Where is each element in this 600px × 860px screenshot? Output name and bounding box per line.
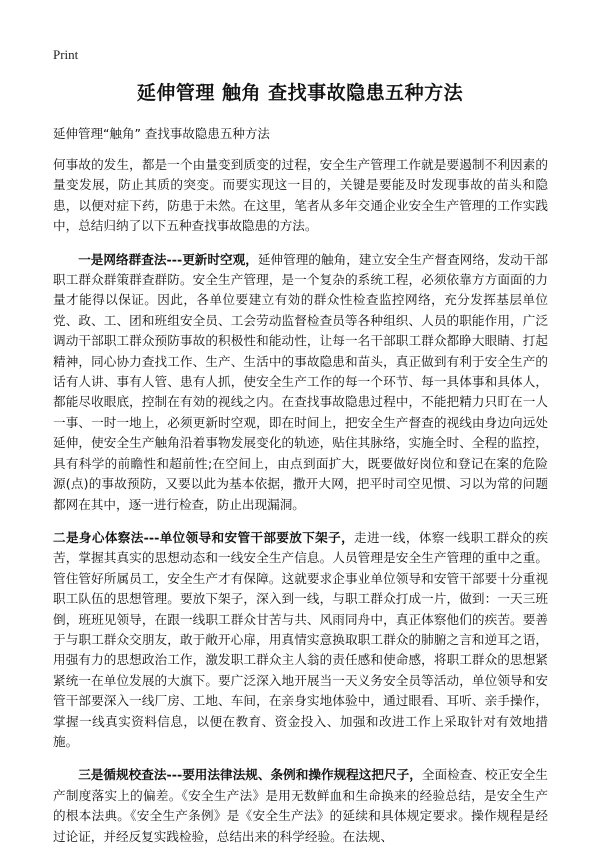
intro-text: 何事故的发生，都是一个由量变到质变的过程，安全生产管理工作就是要遏制不利因素的量变发展，防止其质的突变。而要实现这一目的，关键是要能及时发现事故的苗头和隐患，以便对症下药，防患于未然。在这里，笔者从多年交通企业安全生产管理的工作实践中，总结归纳了以下五种查找事故隐患的方法。	[53, 157, 548, 234]
article-body	[53, 155, 548, 860]
method-three-paragraph	[53, 765, 548, 847]
intro-paragraph	[53, 155, 548, 237]
method-two-paragraph	[53, 528, 548, 752]
method-one-paragraph	[53, 250, 548, 515]
page-subtitle: 延伸管理“触角” 查找事故隐患五种方法	[53, 126, 270, 141]
method-three-lead: 三是循规校查法---要用法律法规、条例和操作规程这把尺子，	[78, 767, 422, 783]
print-link[interactable]: Print	[53, 47, 79, 62]
method-two-text: 走进一线，体察一线职工群众的疾苦，掌握其真实的思想动态和一线安全生产信息。人员管理是安全生产管理的重中之重。管住管好所属员工，安全生产才有保障。这就要求企事业单位领导和安管干部要十分重视职工队伍的思想管理。要放下架子，深入到一线，与职工群众打成一片，做到：一天三班倒，班班见领导，在跟一线职工群众甘苦与共、风雨同舟中，真正体察他们的疾苦。要善于与职工群众交朋友，敢于敞开心扉，用真情实意换取职工群众的肺腑之言和逆耳之语，用强有力的思想政治工作，激发职工群众主人翁的责任感和使命感，将职工群众的思想紧紧统一在单位发展的大旗下。要广泛深入地开展当一天义务安全员等活动，单位领导和安管干部要深入一线厂房、工地、车间，在亲身实地体验中，通过眼看、耳听、亲手操作，掌握一线真实资料信息，以便在教育、资金投入、加强和改进工作上采取针对有效地措施。	[53, 529, 549, 749]
method-three-text: 全面检查、校正安全生产制度落实上的偏差。《安全生产法》是用无数鲜血和生命换来的经验总结，是安全生产的根本法典。《安全生产条例》是《安全生产法》的延续和具体规定要求。操作规程是经过论证，并经反复实践检验，总结出来的科学经验。在法规、	[53, 767, 549, 844]
method-one-lead: 一是网络群查法---更新时空观，	[78, 251, 258, 267]
method-two-lead: 二是身心体察法---单位领导和安管干部要放下架子，	[53, 529, 355, 545]
method-one-text: 延伸管理的触角，建立安全生产督查网络，发动干部职工群众群策群查群防。安全生产管理，是一个复杂的系统工程，必须依靠方方面面的力量才能得以保证。因此，各单位要建立有効的群众性检查监控网络，充分发挥基层单位党、政、工、团和班组安全员、工会劳动监督检查员等各种组织、人员的职能作用，广泛调动干部职工群众预防事故的积极性和能动性，让每一名干部职工群众都睁大眼睛、打起精神，同心协力查找工作、生产、生活中的事故隐患和苗头，真正做到有利于安全生产的话有人讲、事有人管、患有人抓，使安全生产工作的每一个环节、每一具体事和具体人，都能尽收眼底，控制在有効的视线之内。在查找事故隐患过程中，不能把精力只盯在一人一事、一时一地上，必须更新时空观，即在时间上，把安全生产督查的视线由身边向远处延伸，使安全生产触角沿着事物发展变化的轨迹，贴住其脉络，实施全时、全程的监控，具有科学的前瞻性和超前性;在空间上，由点到面扩大，既要做好岗位和登记在案的危险源(点)的事故预防，又要以此为基本依据，撒开大网，把平时司空见惯、习以为常的问题都网在其中，逐一进行检查，防止出现漏洞。	[53, 251, 549, 512]
page-title: 延伸管理 触角 查找事故隐患五种方法	[136, 82, 464, 104]
